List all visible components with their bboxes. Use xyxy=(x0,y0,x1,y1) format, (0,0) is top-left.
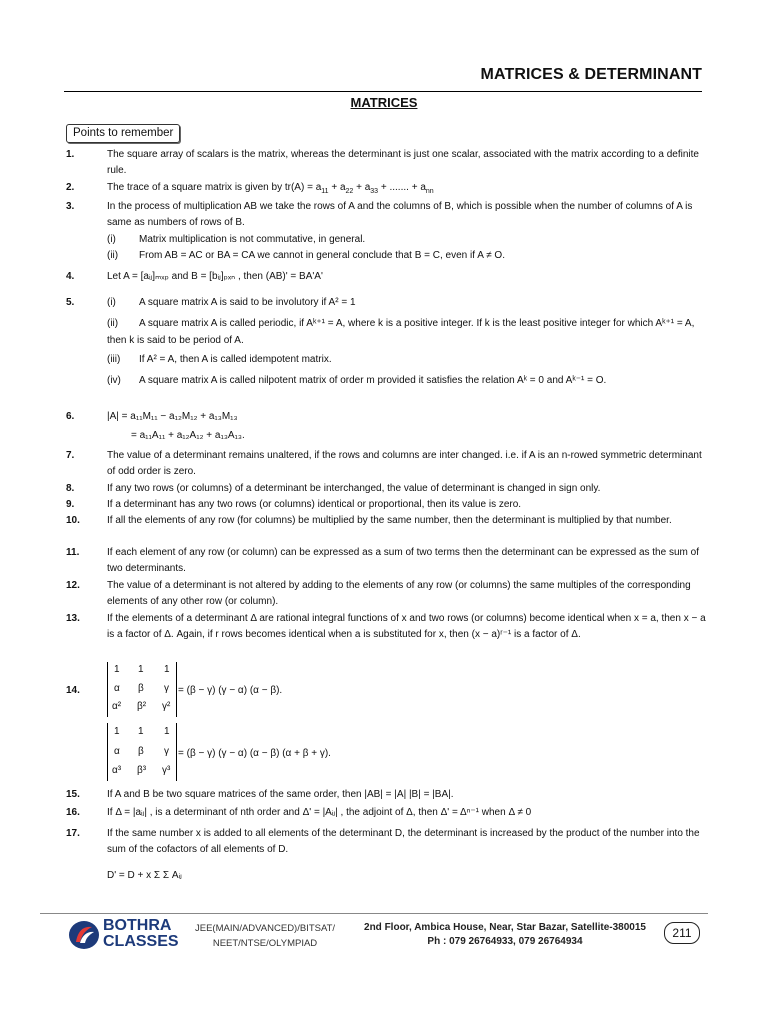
sub-item-3ii: (ii) From AB = AC or BA = CA we cannot in general conclude that B = C, even if A ≠ O. xyxy=(107,250,505,261)
item-number: 10. xyxy=(66,515,80,526)
item-text: If any two rows (or columns) of a determinant be interchanged, the value of determinant is changed in sign only. xyxy=(107,483,601,494)
item-number: 17. xyxy=(66,828,80,839)
item-number: 15. xyxy=(66,789,80,800)
item-number: 12. xyxy=(66,580,80,591)
item-number: 11. xyxy=(66,547,80,558)
list-item-9 xyxy=(66,497,706,513)
item-text: If A and B be two square matrices of the same order, then |AB| = |A| |B| = |BA|. xyxy=(107,789,454,800)
sub-item-5iv: (iv) A square matrix A is called nilpotent matrix of order m provided it satisfies the relation Aᵏ = 0 and Aᵏ⁻¹ = O. xyxy=(107,375,607,386)
item-text: In the process of multiplication AB we take the rows of A and the columns of B, which is possible when the number of columns of A is same as numbers of rows of B. xyxy=(107,201,693,228)
item-text: If the elements of a determinant Δ are rational integral functions of x and two rows (or columns) become identical when x = a, then x − a is a factor of Δ. Again, if r rows becomes identical when a is substituted for x, then (x − a)ʳ⁻¹ is a factor of Δ. xyxy=(107,613,706,640)
sub-item-5iii: (iii) If A² = A, then A is called idempotent matrix. xyxy=(107,354,332,365)
determinant-2: 1 1 1 α β γ α³ β³ γ³ xyxy=(107,723,177,781)
list-item-6 xyxy=(66,409,706,425)
item-number: 4. xyxy=(66,271,75,282)
item-text: If each element of any row (or column) can be expressed as a sum of two terms then the determinant can be expressed as the sum of two determinants. xyxy=(107,547,699,574)
determinant-1-result: = (β − γ) (γ − α) (α − β). xyxy=(178,685,283,696)
list-item-2 xyxy=(66,180,706,196)
list-item-1 xyxy=(66,147,706,178)
item-number: 3. xyxy=(66,201,75,212)
item-text: If the same number x is added to all elements of the determinant D, the determinant is increased by the product of the number into the sum of the cofactors of all elements of D. xyxy=(107,828,700,855)
item-text: The value of a determinant remains unaltered, if the rows and columns are inter changed. i.e. if A is an n-rowed symmetric determinant of odd order is zero. xyxy=(107,450,702,477)
sub-item-5i: (i) A square matrix A is said to be involutory if A² = 1 xyxy=(107,297,356,308)
list-item-11 xyxy=(66,545,706,576)
list-item-13 xyxy=(66,611,706,642)
sub-item-3i: (i) Matrix multiplication is not commutative, in general. xyxy=(107,234,366,245)
item-number: 8. xyxy=(66,483,75,494)
list-item-3 xyxy=(66,199,706,230)
list-item-4 xyxy=(66,269,706,285)
page-number: 211 xyxy=(664,922,700,944)
list-item-12 xyxy=(66,578,706,609)
item-text: The square array of scalars is the matrix, whereas the determinant is just one scalar, associated with the matrix according to a definite rule. xyxy=(107,149,699,176)
item-number: 16. xyxy=(66,807,80,818)
item-text: If all the elements of any row (for columns) be multiplied by the same number, then the determinant is multiplied by that number. xyxy=(107,515,672,526)
item-number: 5. xyxy=(66,297,75,308)
item-text: The trace of a square matrix is given by $tr(A) = a_{11} + a_{22} + a_{33}$ + ....... + $a_{nn}$ xyxy=(107,182,434,195)
bothra-logo-icon xyxy=(68,920,100,950)
item-17-formula: D' = D + x Σ Σ Aᵢⱼ xyxy=(107,870,182,881)
item-text: Let A = [aᵢⱼ]ₘₓₚ and B = [bᵢⱼ]ₚₓₙ , then (AB)' = BA'A' xyxy=(107,271,323,282)
item-number: 13. xyxy=(66,613,80,624)
header-rule xyxy=(64,91,702,92)
footer-rule xyxy=(40,913,708,914)
item-text: If Δ = |aᵢⱼ| , is a determinant of nth order and Δ' = |Aᵢⱼ| , the adjoint of Δ, then Δ' = Δⁿ⁻¹ when Δ ≠ 0 xyxy=(107,807,532,818)
item-number: 1. xyxy=(66,149,75,160)
list-item-16 xyxy=(66,805,706,821)
item-number: 7. xyxy=(66,450,75,461)
points-to-remember-box: Points to remember xyxy=(66,124,180,143)
item-text: |A| = a₁₁M₁₁ − a₁₂M₁₂ + a₁₃M₁₃ xyxy=(107,411,238,422)
item-number: 9. xyxy=(66,499,75,510)
page-header-title: MATRICES & DETERMINANT xyxy=(480,66,702,83)
determinant-2-result: = (β − γ) (γ − α) (α − β) (α + β + γ). xyxy=(178,748,331,759)
sub-item-5ii: (ii) A square matrix A is called periodic, if Aᵏ⁺¹ = A, where k is a positive integer. If k is the least positive integer for which Aᵏ⁺¹ = A, then k is said to be period of A. xyxy=(107,318,695,346)
item-text: If a determinant has any two rows (or columns) identical or proportional, then its value is zero. xyxy=(107,499,522,510)
section-title: MATRICES xyxy=(350,95,418,110)
list-item-17 xyxy=(66,826,706,857)
item-6-line2: = a₁₁A₁₁ + a₁₂A₁₂ + a₁₃A₁₃. xyxy=(131,430,245,441)
item-number: 6. xyxy=(66,411,75,422)
list-item-10 xyxy=(66,513,706,529)
item-number: 2. xyxy=(66,182,75,193)
exam-list: JEE(MAIN/ADVANCED)/BITSAT/ NEET/NTSE/OLYMPIAD xyxy=(195,923,336,949)
item-text: The value of a determinant is not altered by adding to the elements of any row (or columns) the same multiples of the corresponding elements of any other row (or column). xyxy=(107,580,691,607)
address-block: 2nd Floor, Ambica House, Near, Star Bazar, Satellite-380015 Ph : 079 26764933, 079 26764934 xyxy=(364,922,646,947)
list-item-15 xyxy=(66,787,706,803)
brand-name: BOTHRA CLASSES xyxy=(103,917,179,950)
list-item-8 xyxy=(66,481,706,497)
list-item-7 xyxy=(66,448,706,479)
determinant-1: 1 1 1 α β γ α² β² γ² xyxy=(107,662,177,717)
item-number: 14. xyxy=(66,685,80,696)
